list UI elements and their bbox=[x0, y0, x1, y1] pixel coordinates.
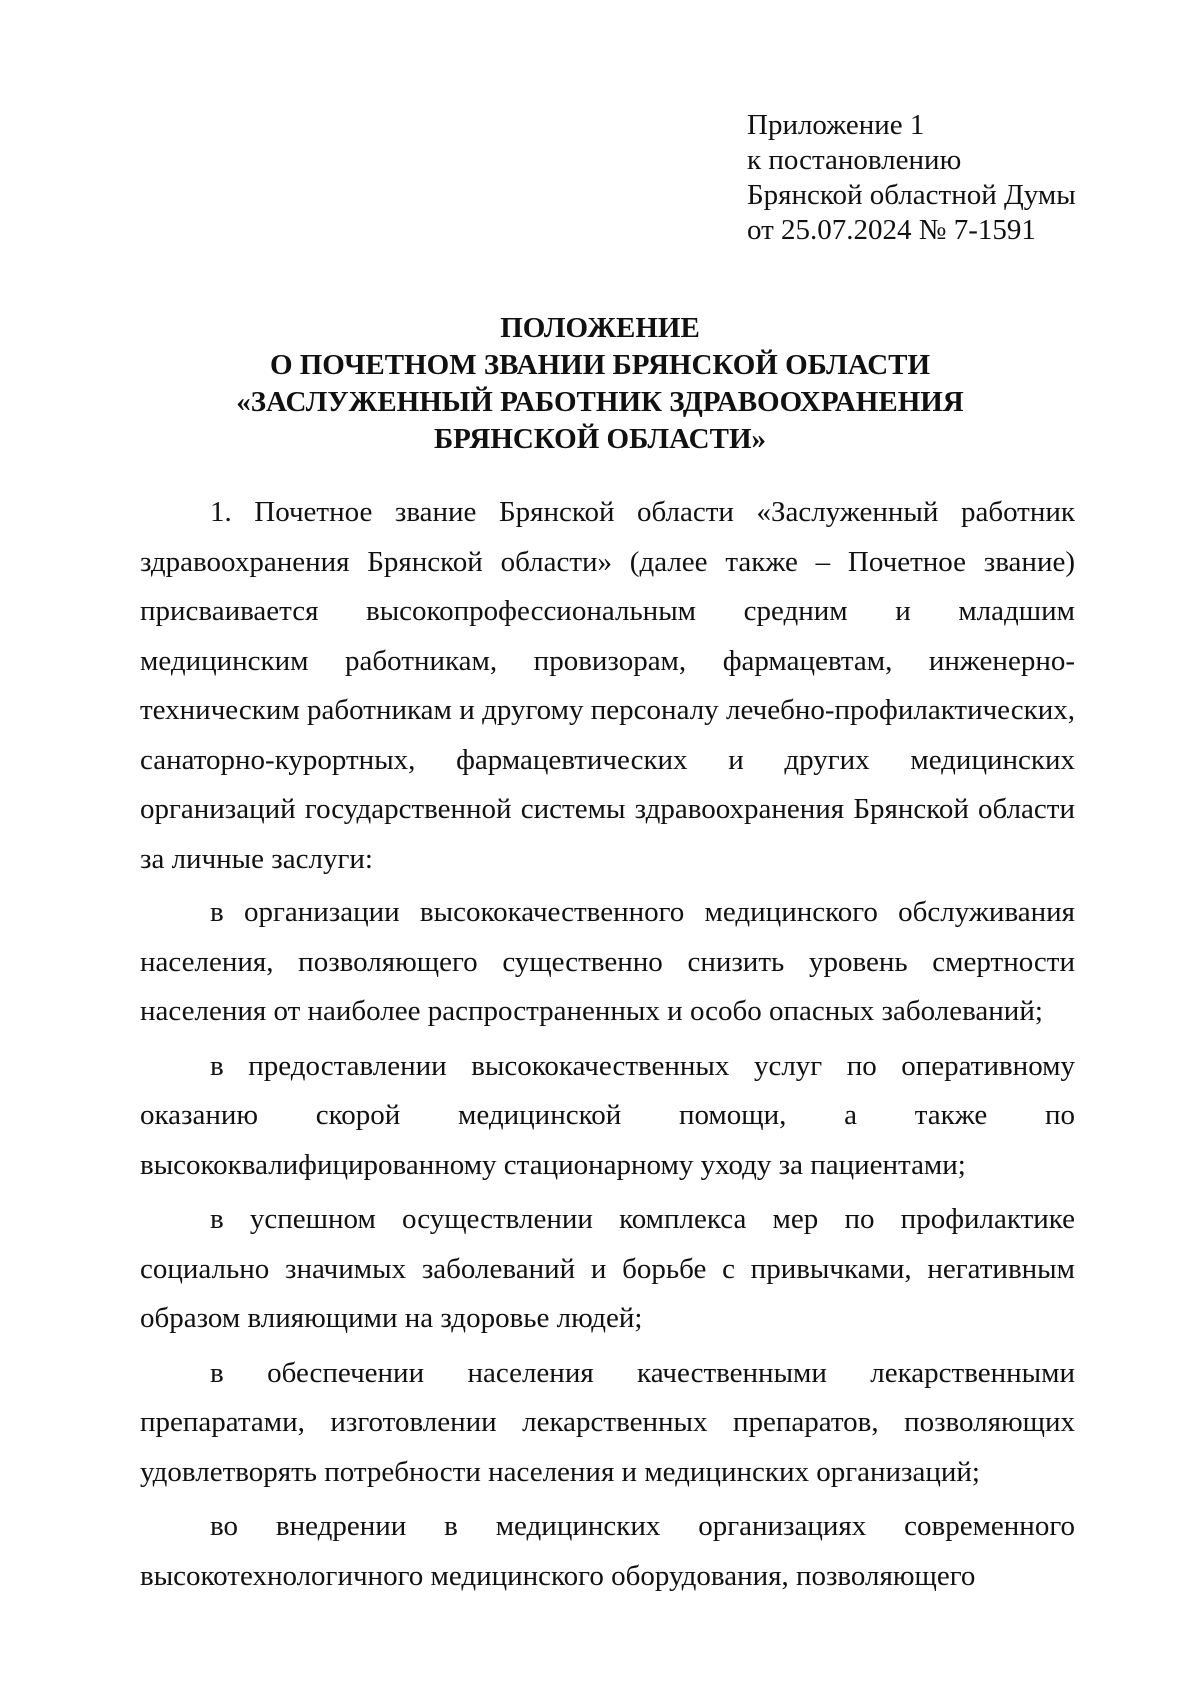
document-title bbox=[140, 310, 1060, 458]
paragraph-2: в организации высококачественного медицинского обслуживания населения, позволяющего существенно снизить уровень смертности населения от наиболее распространенных и особо опасных заболеваний; bbox=[140, 896, 1075, 1027]
title-line-4: БРЯНСКОЙ ОБЛАСТИ» bbox=[433, 423, 766, 455]
appendix-line-2: к постановлению bbox=[747, 144, 962, 176]
title-line-1: ПОЛОЖЕНИЕ bbox=[500, 312, 700, 344]
appendix-line-1: Приложение 1 bbox=[747, 109, 925, 141]
appendix-line-4: от 25.07.2024 № 7-1591 bbox=[747, 214, 1036, 246]
paragraph-4: в успешном осуществлении комплекса мер по профилактике социально значимых заболеваний и борьбе с привычками, негативным образом влияющими на здоровье людей; bbox=[140, 1203, 1075, 1334]
document-body bbox=[140, 488, 1075, 1601]
appendix-header bbox=[747, 108, 1076, 248]
title-line-2: О ПОЧЕТНОМ ЗВАНИИ БРЯНСКОЙ ОБЛАСТИ bbox=[269, 349, 931, 381]
paragraph-1: 1. Почетное звание Брянской области «Заслуженный работник здравоохранения Брянской области» (далее также – Почетное звание) присваивается высокопрофессиональным средним и младшим медицинским работникам, провизорам, фармацевтам, инженерно-техническим работникам и другому персоналу лечебно-профилактических, санаторно-курортных, фармацевтических и других медицинских организаций государственной системы здравоохранения Брянской области за личные заслуги: bbox=[140, 496, 1075, 875]
paragraph-5: в обеспечении населения качественными лекарственными препаратами, изготовлении лекарственных препаратов, позволяющих удовлетворять потребности населения и медицинских организаций; bbox=[140, 1356, 1075, 1488]
paragraph-3: в предоставлении высококачественных услуг по оперативному оказанию скорой медицинской помощи, а также по высококвалифицированному стационарному уходу за пациентами; bbox=[140, 1049, 1075, 1181]
appendix-line-3: Брянской областной Думы bbox=[747, 179, 1076, 211]
paragraph-6: во внедрении в медицинских организациях современного высокотехнологичного медицинского оборудования, позволяющего bbox=[140, 1510, 1075, 1592]
title-line-3: «ЗАСЛУЖЕННЫЙ РАБОТНИК ЗДРАВООХРАНЕНИЯ bbox=[236, 386, 964, 418]
